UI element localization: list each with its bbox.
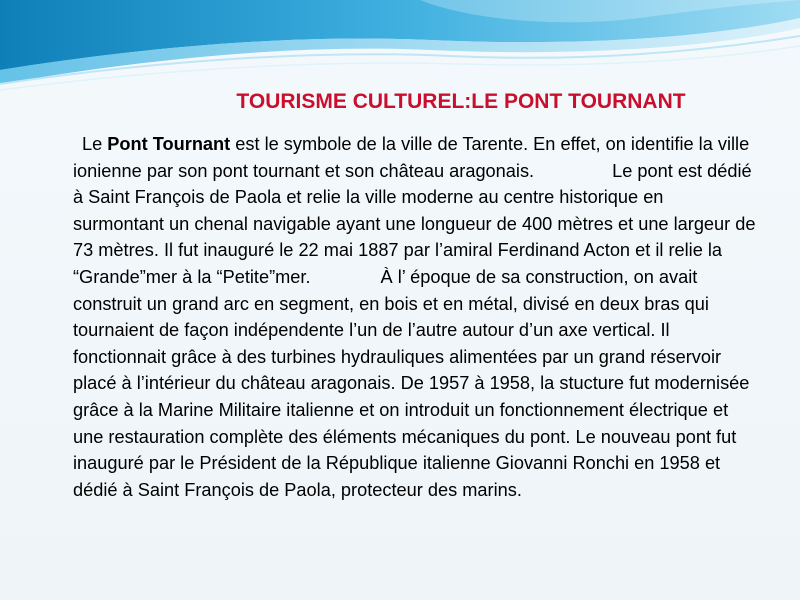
paragraph-part-1: est le symbole de la ville de Tarente. En effet, on identifie la ville ionienne par son pont tournant et son château aragonais. <box>73 134 750 181</box>
paragraph-part-2: Le pont est dédié à Saint François de Paola et relie la ville moderne au centre historique en surmontant un chenal navigable ayant une longueur de 400 mètres et une largeur de 73 mètres. Il fut inauguré le 22 mai 1887 par l’amiral Ferdinand Acton et il relie la “Grande”mer à la “Petite”mer. <box>73 160 756 287</box>
wave-banner-decoration <box>0 0 800 95</box>
body-paragraph <box>73 131 758 503</box>
intro-text: Le <box>82 134 108 154</box>
bold-term: Pont Tournant <box>107 134 231 154</box>
paragraph-part-3: À l’ époque de sa construction, on avait construit un grand arc en segment, en bois et en métal, divisé en deux bras qui tournaient de façon indépendente l’un de l’autre autour d’un axe vertical. Il fonctionnait grâce à des turbines hydrauliques alimentées par un grand réservoir placé à l’intérieur du château aragonais. De 1957 à 1958, la stucture fut modernisée grâce à la Marine Militaire italienne et on introduit un fonctionnement électrique et une restauration complète des éléments mécaniques du pont. Le nouveau pont fut inauguré par le Président de la République italienne Giovanni Ronchi en 1958 et dédié à Saint François de Paola, protecteur des marins. <box>73 266 750 500</box>
slide-title: TOURISME CULTUREL:LE PONT TOURNANT <box>236 90 686 113</box>
